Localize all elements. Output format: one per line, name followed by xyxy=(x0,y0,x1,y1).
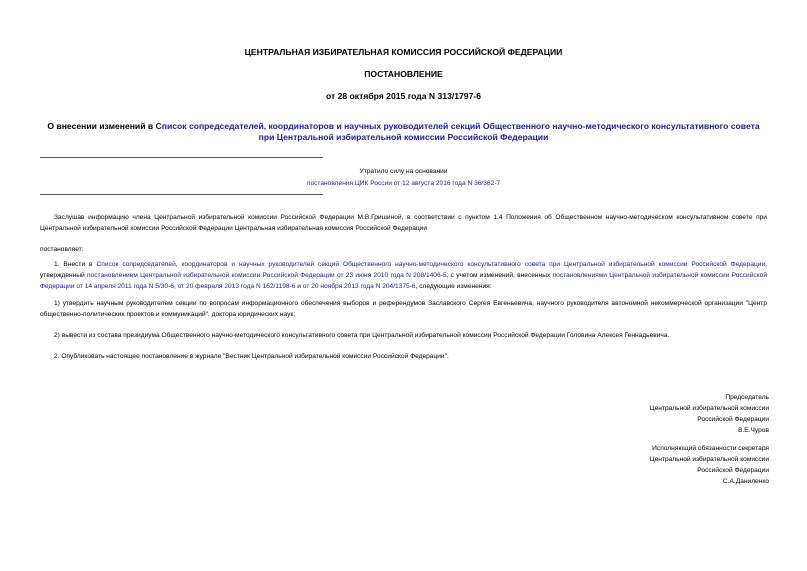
signature-line: Председатель xyxy=(725,394,769,401)
signature-line: Центральной избирательной комиссии xyxy=(649,405,769,412)
divider-bottom xyxy=(40,194,323,195)
item-1-text-d: , xyxy=(173,283,178,290)
item-1-list-link[interactable]: Список сопредседателей, координаторов и научных руководителей секций Общественного научно-методического консультативного совета при Центральной избирательной комиссии Российской Федерации xyxy=(96,261,766,268)
signature-line: С.А.Даниленко xyxy=(722,478,769,485)
item-2-paragraph: 2. Опубликовать настоящее постановление в журнале "Вестник Центральной избирательной комиссии Российской Федерации". xyxy=(54,353,449,360)
subitem-1-paragraph: 1) утвердить научным руководителем секции по вопросам информационного обеспечения выборов и референдумов Заславского Сергея Евгеньевича, научного руководителя автономной некоммерческой организации "Центр общественно-политических проектов и коммуникаций", доктора юридических наук; xyxy=(40,300,767,318)
repeal-note-text: Утратило силу на основании xyxy=(359,168,448,175)
divider-top xyxy=(40,157,323,158)
organization-heading: ЦЕНТРАЛЬНАЯ ИЗБИРАТЕЛЬНАЯ КОМИССИЯ РОССИЙСКОЙ ФЕДЕРАЦИИ xyxy=(244,47,563,57)
subitem-2-paragraph: 2) вывести из состава президиума Общественного научно-методического консультативного совета при Центральной избирательной комиссии Российской Федерации Головина Алексея Геннадьевича. xyxy=(54,332,670,339)
signature-line: Центральной избирательной комиссии xyxy=(649,456,769,463)
secretary-signature xyxy=(569,443,769,487)
signature-line: Российской Федерации xyxy=(697,416,769,423)
item-1-decree-2011-link[interactable]: постановлениями Центральной избирательной комиссии Российской Федерации от 14 апреля 2011 года N 5/30-6 xyxy=(40,272,768,290)
repeal-decree-link[interactable]: постановления ЦИК России от 12 августа 2016 года N 36/362-7 xyxy=(306,180,501,187)
intro-paragraph: Заслушав информацию члена Центральной избирательной комиссии Российской Федерации М.В.Гришиной, в соответствии с пунктом 1.4 Положения об Общественном научно-методическом консультативном совете при Центральной избирательной комиссии Российской Федерации Центральная избирательная комиссия Российской Федерации xyxy=(40,214,767,232)
item-1-text-b: , утвержденный xyxy=(40,261,767,279)
document-type-heading: ПОСТАНОВЛЕНИЕ xyxy=(364,69,443,79)
signature-line: Исполняющий обязанности секретаря xyxy=(652,445,769,452)
resolves-line: постановляет: xyxy=(40,246,84,253)
item-1-decree-nov-2013-link[interactable]: от 20 ноября 2013 года N 204/1375-6 xyxy=(302,283,416,290)
repeal-note xyxy=(290,166,517,190)
item-1-paragraph xyxy=(40,259,767,292)
item-1-decree-feb-2013-link[interactable]: от 20 февраля 2013 года N 162/1198-6 xyxy=(177,283,296,290)
item-1-text-c: , с учетом изменений, внесенных xyxy=(446,272,553,279)
date-number-heading: от 28 октября 2015 года N 313/1797-6 xyxy=(325,91,481,101)
signature-line: Российской Федерации xyxy=(697,467,769,474)
chairman-signature xyxy=(569,392,769,436)
title-prefix: О внесении изменений в xyxy=(47,121,156,131)
signature-line: В.Е.Чуров xyxy=(738,427,769,434)
document-title xyxy=(40,121,767,143)
item-1-text-e: и xyxy=(295,283,303,290)
item-1-decree-2010-link[interactable]: постановлением Центральной избирательной комиссии Российской Федерации от 23 июня 2010 года N 208/1406-5 xyxy=(87,272,447,279)
title-list-link[interactable]: Список сопредседателей, координаторов и научных руководителей секций Общественного научно-методического консультативного совета при Центральной избирательной комиссии Российской Федерации xyxy=(155,121,760,142)
item-1-text-a: 1. Внести в xyxy=(54,261,97,268)
item-1-text-f: , следующие изменения: xyxy=(415,283,492,290)
